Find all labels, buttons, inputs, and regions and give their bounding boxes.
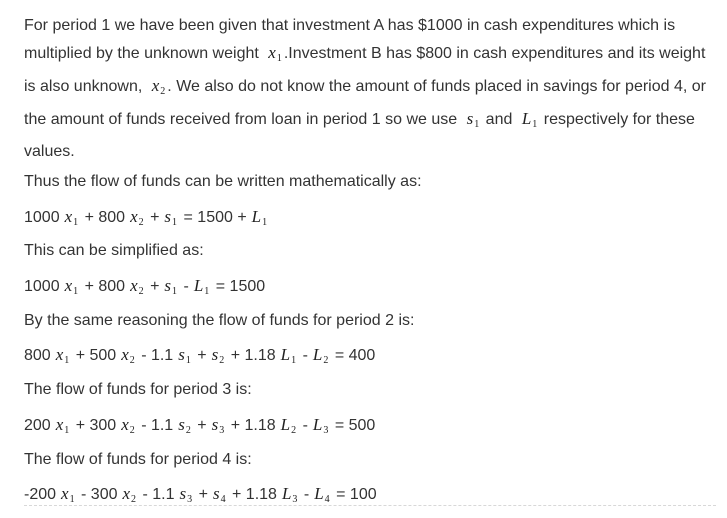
intro-text-4: and: [485, 111, 513, 128]
var-s1: $s_1$: [466, 109, 480, 130]
label-simplified: This can be simplified as:: [24, 242, 204, 260]
intro-text-2: .Investment B has $800 in cash expenditures and its weight is also unknown,: [24, 45, 706, 95]
var-x2: $x_2$: [151, 76, 166, 97]
label-period-3: The flow of funds for period 3 is:: [24, 381, 252, 399]
var-L1: $L_1$: [521, 109, 538, 130]
equation-3: 800 $x_1 + 500$ $x_2 - 1.1$ $s_1 + s_2 + 1.18$ $L_1 - L_2 = 400$: [24, 345, 376, 367]
label-flow: Thus the flow of funds can be written mathematically as:: [24, 173, 422, 190]
solution-text: [24, 12, 714, 512]
bottom-divider: [24, 505, 716, 506]
equation-5: -200 $x_1 - 300$ $x_2 - 1.1$ $s_3 + s_4 + 1.18$ $L_3 - L_4 = 100$: [24, 484, 377, 506]
equation-2: 1000 $x_1 + 800$ $x_2 + s_1 - L_1 = 1500$: [24, 276, 266, 298]
intro-text-3: . We also do not know the amount of funds placed in savings for period 4, or the amount of funds received from loan in period 1 so we use: [24, 78, 706, 128]
label-period-2: By the same reasoning the flow of funds for period 2 is:: [24, 311, 415, 329]
equation-1: 1000 $x_1 + 800$ $x_2 + s_1 = 1500 + L_1$: [24, 206, 268, 228]
intro-text-1: For period 1 we have been given that investment A has $1000 in cash expenditures which is multiplied by the unknown weight: [24, 17, 676, 62]
equation-4: 200 $x_1 + 300$ $x_2 - 1.1$ $s_2 + s_3 + 1.18$ $L_2 - L_3 = 500$: [24, 414, 376, 436]
label-period-4: The flow of funds for period 4 is:: [24, 450, 252, 468]
intro-paragraph: [24, 12, 714, 165]
var-x1: $x_1$: [268, 43, 282, 64]
intro-text-5: respectively for these values.: [24, 111, 695, 160]
